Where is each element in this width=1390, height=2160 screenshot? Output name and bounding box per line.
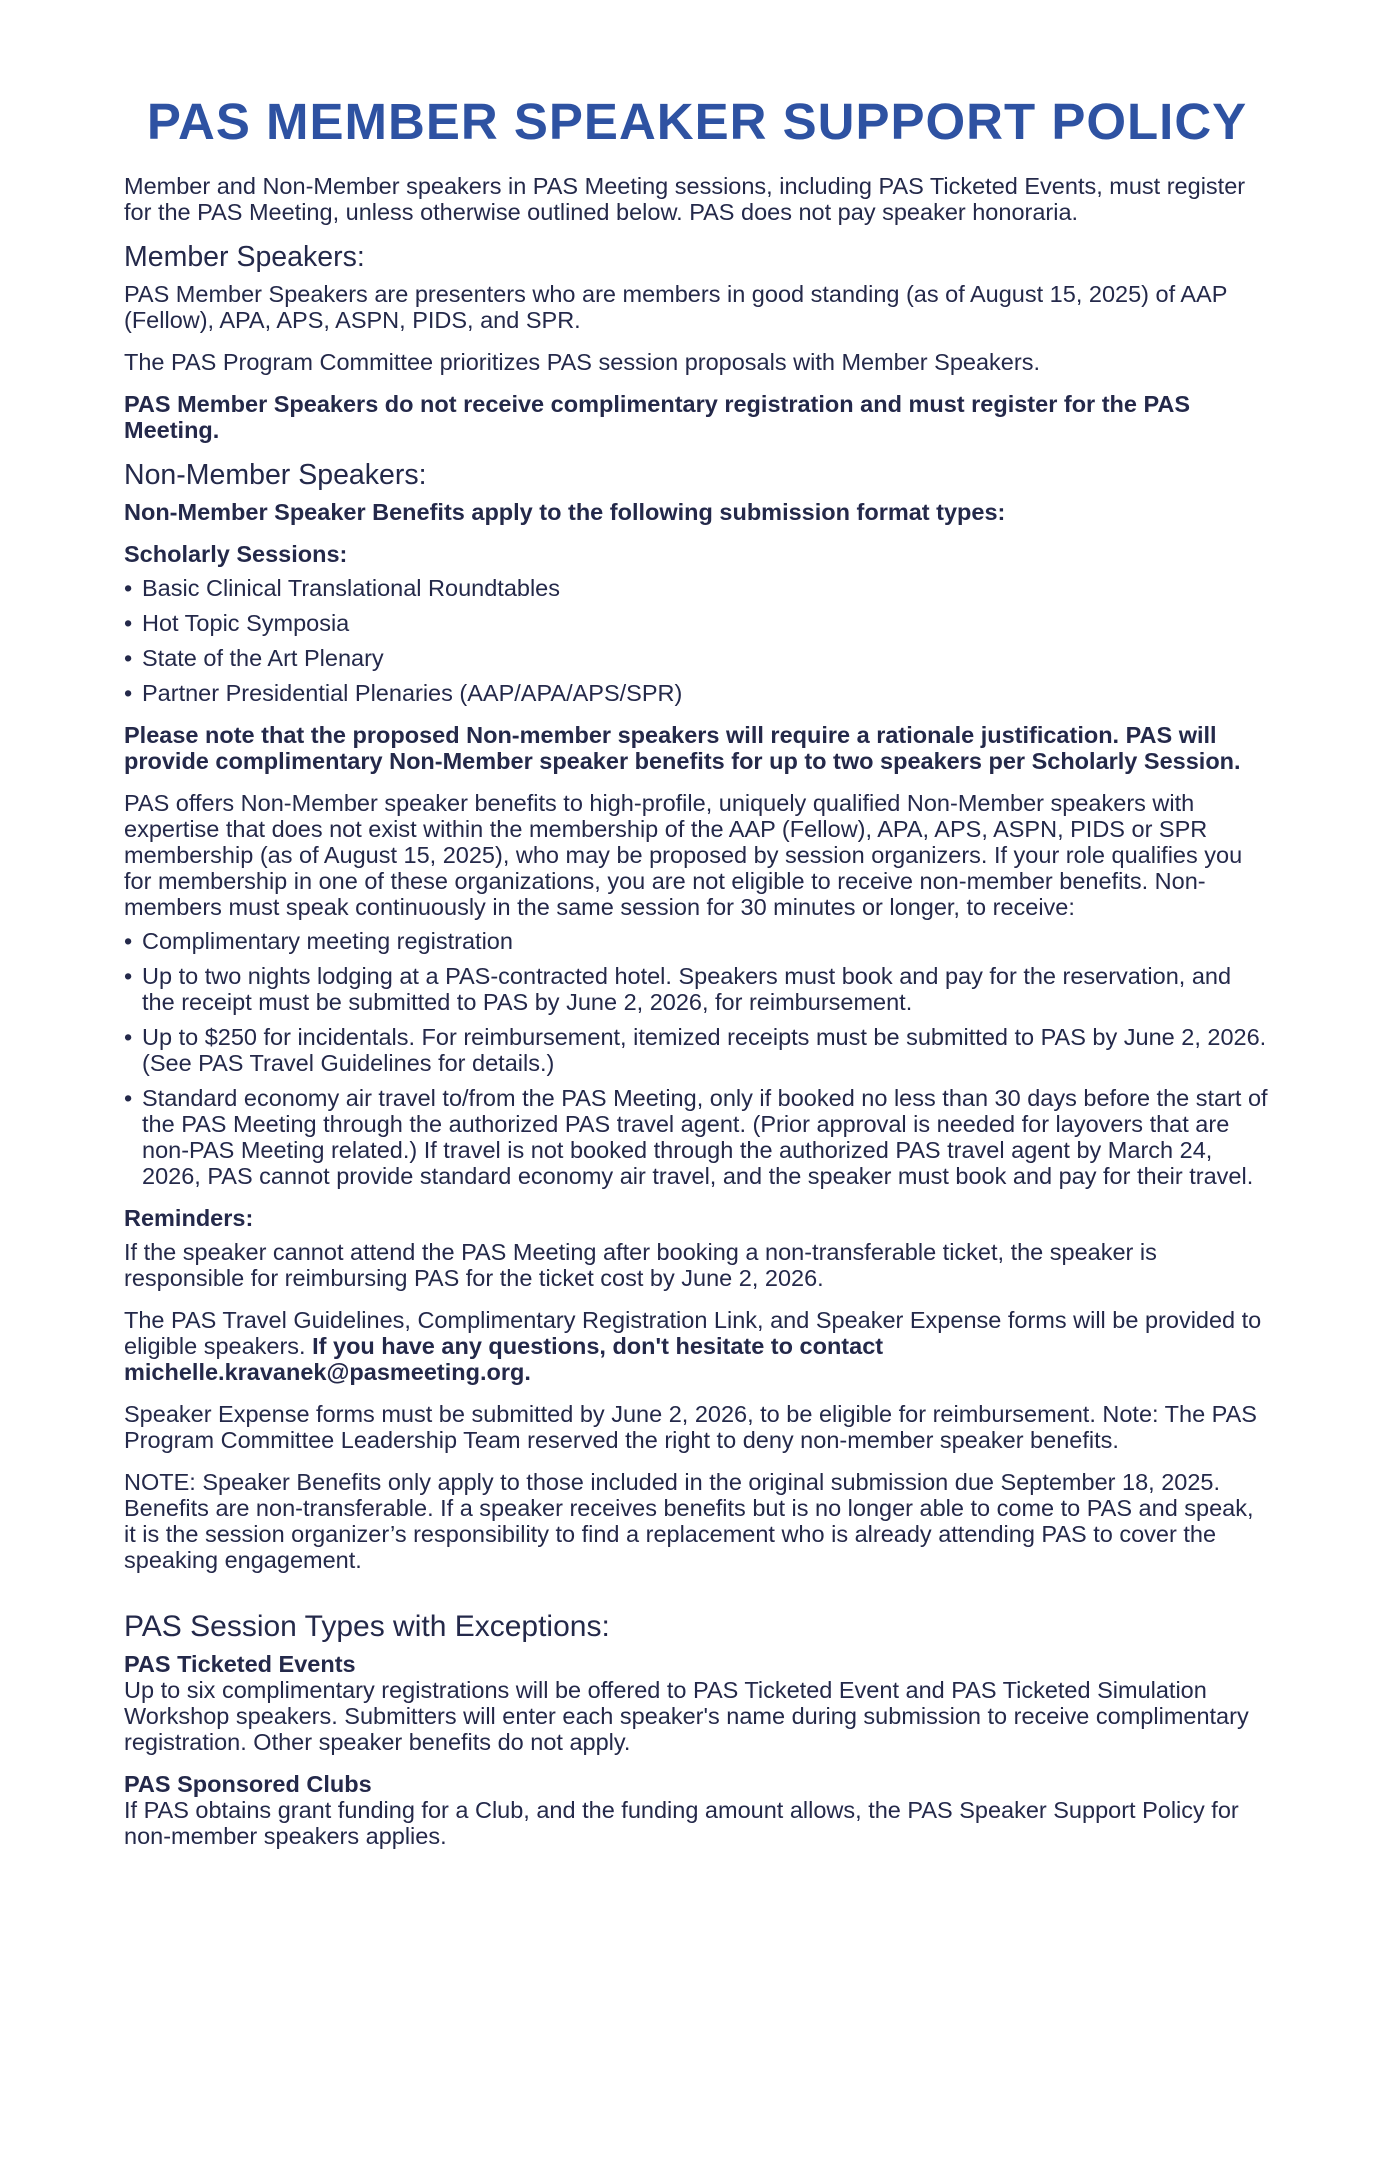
sponsored-clubs-text: If PAS obtains grant funding for a Club, and the funding amount allows, the PAS Speaker Support Policy for non-member speakers applies.: [124, 1797, 1239, 1849]
reminder-guidelines: [124, 1307, 1270, 1385]
reminder-ticket-cost: If the speaker cannot attend the PAS Meeting after booking a non-transferable ticket, the speaker is responsible for reimbursing PAS for the ticket cost by June 2, 2026.: [124, 1239, 1157, 1291]
list-item: • Up to $250 for incidentals. For reimbursement, itemized receipts must be submitted to PAS by June 2, 2026. (See PAS Travel Guidelines for details.): [124, 1024, 1270, 1076]
list-item: • Partner Presidential Plenaries (AAP/APA/APS/SPR): [124, 680, 1270, 706]
page-title: PAS MEMBER SPEAKER SUPPORT POLICY: [146, 93, 1248, 150]
ticketed-events-text: Up to six complimentary registrations will be offered to PAS Ticketed Event and PAS Ticketed Simulation Workshop speakers. Submitters will enter each speaker's name during submission to receive complimentary registration. Other speaker benefits do not apply.: [124, 1677, 1249, 1755]
list-item: • Standard economy air travel to/from the PAS Meeting, only if booked no less than 30 days before the start of the PAS Meeting through the authorized PAS travel agent. (Prior approval is needed for layovers that are non-PAS Meeting related.) If travel is not booked through the authorized PAS travel agent by March 24, 2026, PAS cannot provide standard economy air travel, and the speaker must book and pay for their travel.: [124, 1085, 1270, 1189]
rationale-note: Please note that the proposed Non-member speakers will require a rationale justification. PAS will provide complimentary Non-Member speaker benefits for up to two speakers per Scholarly Session.: [124, 722, 1241, 774]
non-member-offer-paragraph: PAS offers Non-Member speaker benefits to high-profile, uniquely qualified Non-Member speakers with expertise that does not exist within the membership of the AAP (Fellow), APA, APS, ASPN, PIDS or SPR membership (as of August 15, 2025), who may be proposed by session organizers. If your role qualifies you for membership in one of these organizations, you are not eligible to receive non-member benefits. Non-members must speak continuously in the same session for 30 minutes or longer, to receive:: [124, 790, 1243, 920]
non-member-speakers-heading: Non-Member Speakers:: [124, 459, 427, 491]
section-spacer: [124, 1589, 1270, 1611]
reminder-note: NOTE: Speaker Benefits only apply to those included in the original submission due September 18, 2025. Benefits are non-transferable. If a speaker receives benefits but is no longer able to come to PAS and speak, it is the session organizer’s responsibility to find a replacement who is already attending PAS to cover the speaking engagement.: [124, 1469, 1254, 1573]
sponsored-clubs-heading: PAS Sponsored Clubs: [124, 1771, 372, 1797]
member-priority: The PAS Program Committee prioritizes PAS session proposals with Member Speakers.: [124, 349, 1040, 375]
intro-paragraph: Member and Non-Member speakers in PAS Meeting sessions, including PAS Ticketed Events, must register for the PAS Meeting, unless otherwise outlined below. PAS does not pay speaker honoraria.: [124, 173, 1246, 225]
member-registration-note: PAS Member Speakers do not receive complimentary registration and must register for the PAS Meeting.: [124, 391, 1191, 443]
list-item: • Up to two nights lodging at a PAS-contracted hotel. Speakers must book and pay for the reservation, and the receipt must be submitted to PAS by June 2, 2026, for reimbursement.: [124, 963, 1270, 1015]
contact-text: If you have any questions, don't hesitate to contact michelle.kravanek@pasmeeting.org.: [124, 1333, 884, 1385]
list-item: • Complimentary meeting registration: [124, 928, 1270, 954]
reminders-heading: Reminders:: [124, 1205, 254, 1231]
reminder-expense-forms: Speaker Expense forms must be submitted by June 2, 2026, to be eligible for reimbursement. Note: The PAS Program Committee Leadership Team reserved the right to deny non-member speaker benefits.: [124, 1401, 1257, 1453]
list-item: • Basic Clinical Translational Roundtables: [124, 575, 1270, 601]
list-item: • Hot Topic Symposia: [124, 610, 1270, 636]
benefits-list: [124, 928, 1270, 1189]
scholarly-sessions-heading: Scholarly Sessions:: [124, 541, 348, 567]
ticketed-events-heading: PAS Ticketed Events: [124, 1651, 356, 1677]
exceptions-heading: PAS Session Types with Exceptions:: [124, 1610, 610, 1643]
benefits-intro: Non-Member Speaker Benefits apply to the following submission format types:: [124, 499, 1006, 525]
scholarly-sessions-list: [124, 575, 1270, 706]
member-speakers-heading: Member Speakers:: [124, 241, 365, 273]
list-item: • State of the Art Plenary: [124, 645, 1270, 671]
reminder-guidelines-text: The PAS Travel Guidelines, Complimentary Registration Link, and Speaker Expense forms will be provided to eligible speakers.: [124, 1307, 1262, 1359]
member-definition: PAS Member Speakers are presenters who are members in good standing (as of August 15, 2025) of AAP (Fellow), APA, APS, ASPN, PIDS, and SPR.: [124, 281, 1227, 333]
